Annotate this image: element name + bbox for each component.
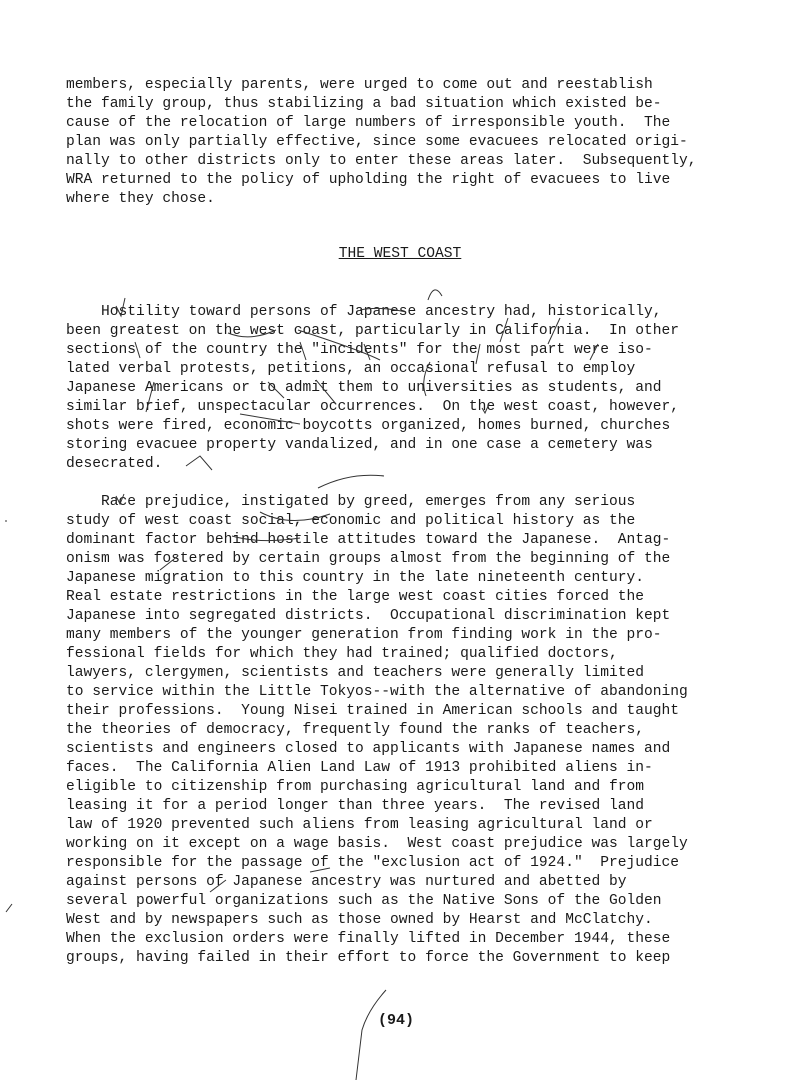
- text-line: many members of the younger generation from finding work in the pro-: [66, 627, 662, 643]
- pencil-stroke: [428, 290, 442, 300]
- text-line: law of 1920 prevented such aliens from leasing agricultural land or: [66, 817, 653, 833]
- text-line: WRA returned to the policy of upholding the right of evacuees to live: [66, 172, 671, 188]
- text-line: similar brief, unspectacular occurrences. On the west coast, however,: [66, 399, 680, 415]
- text-line: to service within the Little Tokyos--with the alternative of abandoning: [66, 684, 688, 700]
- text-line: desecrated.: [66, 456, 163, 472]
- text-line: dominant factor behind hostile attitudes toward the Japanese. Antag-: [66, 532, 671, 548]
- text-line: plan was only partially effective, since some evacuees relocated origi-: [66, 134, 688, 150]
- text-line: onism was fostered by certain groups almost from the beginning of the: [66, 551, 671, 567]
- text-line: Japanese into segregated districts. Occupational discrimination kept: [66, 608, 671, 624]
- text-line: nally to other districts only to enter these areas later. Subsequently,: [66, 153, 697, 169]
- text-line: where they chose.: [66, 191, 215, 207]
- text-line: cause of the relocation of large numbers of irresponsible youth. The: [66, 115, 671, 131]
- text-line: their professions. Young Nisei trained in American schools and taught: [66, 703, 680, 719]
- text-line: Hostility toward persons of Japanese ancestry had, historically,: [66, 304, 662, 320]
- text-line: sections of the country the "incidents" for the most part were iso-: [66, 342, 653, 358]
- text-line: lawyers, clergymen, scientists and teachers were generally limited: [66, 665, 645, 681]
- text-line: leasing it for a period longer than three years. The revised land: [66, 798, 645, 814]
- text-line: scientists and engineers closed to applicants with Japanese names and: [66, 741, 671, 757]
- text-line: members, especially parents, were urged to come out and reestablish: [66, 77, 653, 93]
- text-line: storing evacuee property vandalized, and in one case a cemetery was: [66, 437, 653, 453]
- text-line: When the exclusion orders were finally lifted in December 1944, these: [66, 931, 671, 947]
- text-line: Japanese Americans or to admit them to universities as students, and: [66, 380, 662, 396]
- text-line: been greatest on the west coast, particularly in California. In other: [66, 323, 680, 339]
- text-line: fessional fields for which they had trained; qualified doctors,: [66, 646, 618, 662]
- pencil-stroke: [318, 475, 384, 488]
- pencil-stroke: [356, 990, 386, 1080]
- text-line: eligible to citizenship from purchasing agricultural land and from: [66, 779, 645, 795]
- text-line: several powerful organizations such as the Native Sons of the Golden: [66, 893, 662, 909]
- text-line: the family group, thus stabilizing a bad situation which existed be-: [66, 96, 662, 112]
- text-line: Japanese migration to this country in the late nineteenth century.: [66, 570, 645, 586]
- text-line: groups, having failed in their effort to force the Government to keep: [66, 950, 671, 966]
- pencil-stroke: [6, 904, 12, 912]
- text-line: shots were fired, economic boycotts organized, homes burned, churches: [66, 418, 671, 434]
- text-line: study of west coast social, economic and political history as the: [66, 513, 636, 529]
- text-line: lated verbal protests, petitions, an occasional refusal to employ: [66, 361, 636, 377]
- text-line: responsible for the passage of the "exclusion act of 1924." Prejudice: [66, 855, 680, 871]
- pencil-stroke: [186, 456, 212, 470]
- text-line: West and by newspapers such as those owned by Hearst and McClatchy.: [66, 912, 653, 928]
- text-line: working on it except on a wage basis. West coast prejudice was largely: [66, 836, 688, 852]
- text-line: Race prejudice, instigated by greed, emerges from any serious: [66, 494, 636, 510]
- text-line: Real estate restrictions in the large west coast cities forced the: [66, 589, 645, 605]
- section-heading: THE WEST COAST: [338, 246, 462, 262]
- text-line: against persons of Japanese ancestry was nurtured and abetted by: [66, 874, 627, 890]
- text-line: faces. The California Alien Land Law of 1913 prohibited aliens in-: [66, 760, 653, 776]
- page-number: (94): [378, 1012, 415, 1029]
- text-line: the theories of democracy, frequently found the ranks of teachers,: [66, 722, 645, 738]
